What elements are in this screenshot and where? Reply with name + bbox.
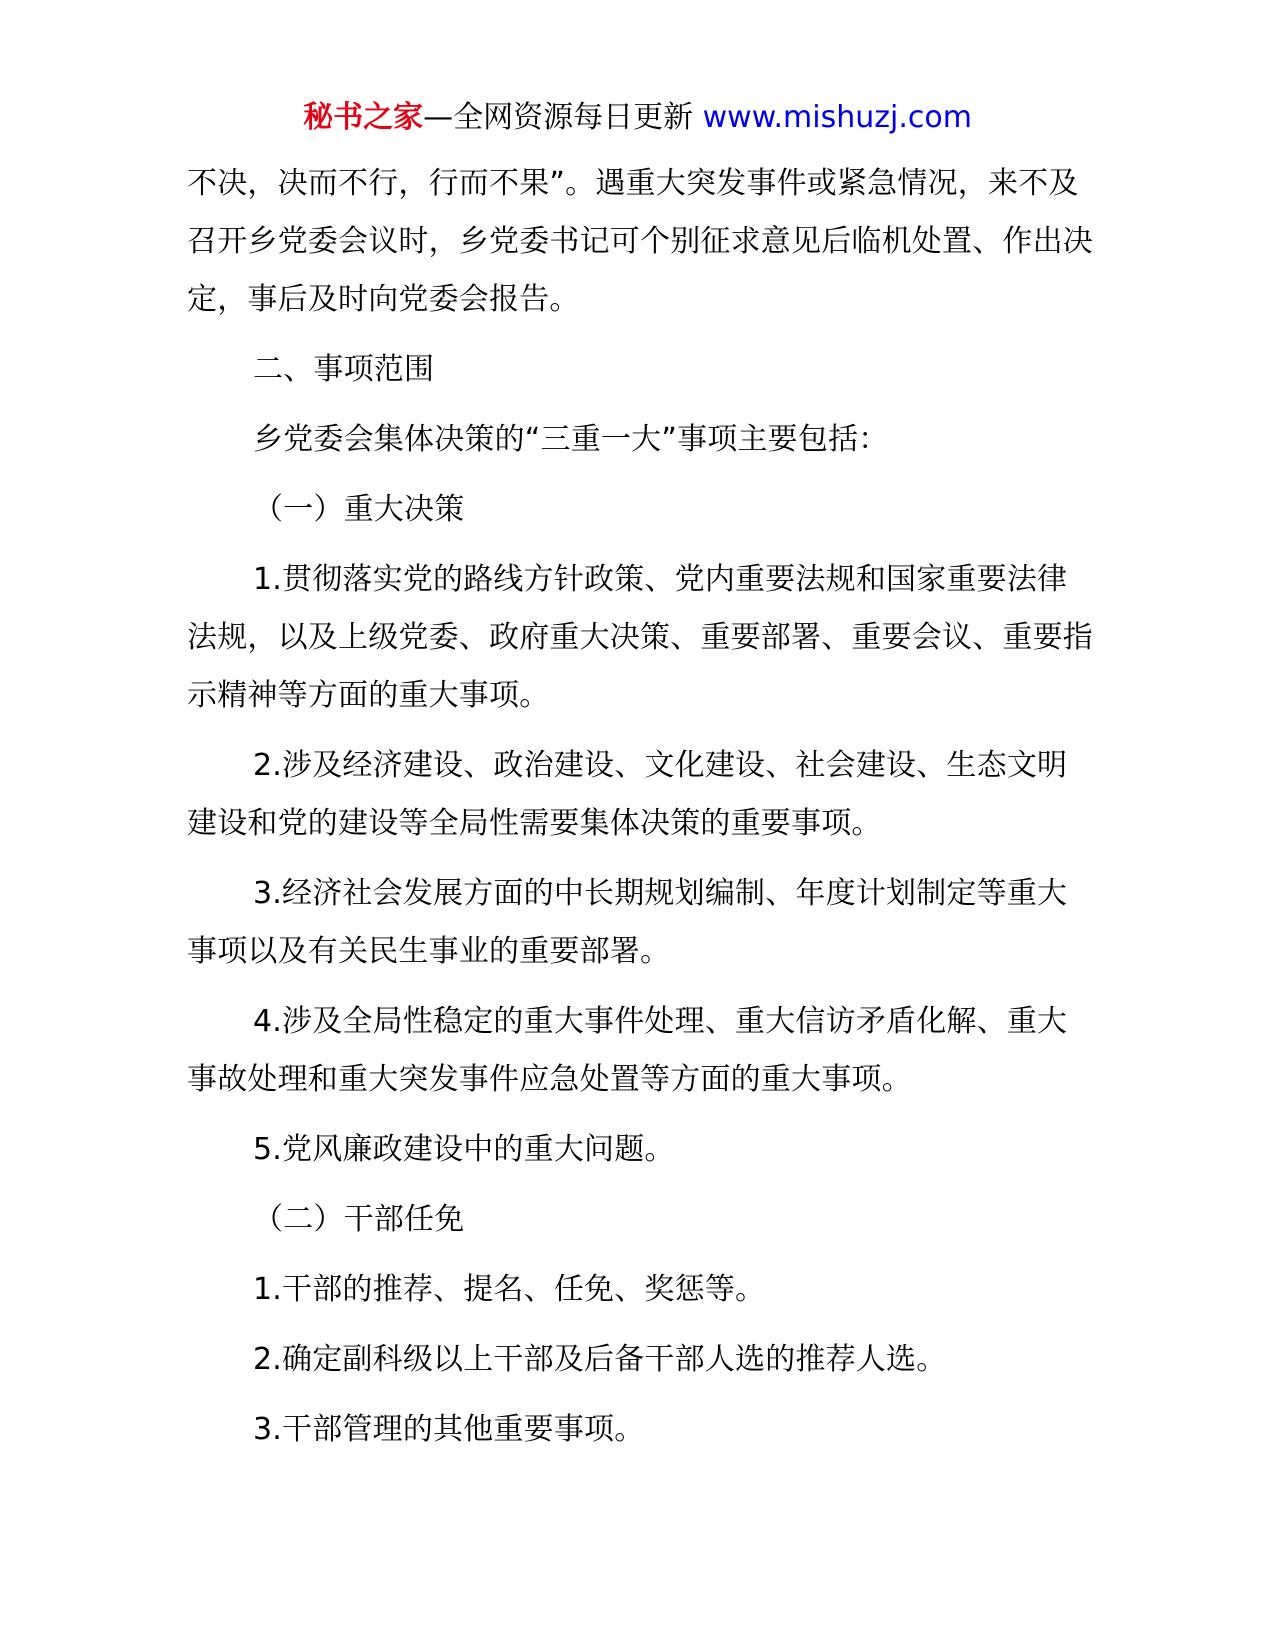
list-item: 2.涉及经济建设、政治建设、文化建设、社会建设、生态文明建设和党的建设等全局性需要集体决策的重要事项。: [187, 748, 1068, 841]
list-item: 4.涉及全局性稳定的重大事件处理、重大信访矛盾化解、重大事故处理和重大突发事件应急处置等方面的重大事项。: [187, 1004, 1068, 1097]
page-header: [0, 98, 1275, 138]
list-item: 2.确定副科级以上干部及后备干部人选的推荐人选。: [253, 1342, 947, 1377]
header-brand: 秘书之家: [303, 100, 424, 135]
section-heading: 二、事项范围: [253, 352, 435, 387]
paragraph: 乡党委会集体决策的“三重一大”事项主要包括：: [253, 422, 889, 457]
document-body: [187, 155, 1097, 1471]
header-tagline: —全网资源每日更新: [423, 100, 703, 135]
list-item: 3.经济社会发展方面的中长期规划编制、年度计划制定等重大事项以及有关民生事业的重要部署。: [187, 876, 1068, 969]
list-item: 5.党风廉政建设中的重大问题。: [253, 1132, 675, 1167]
list-item: 1.干部的推荐、提名、任免、奖惩等。: [253, 1272, 766, 1307]
subsection-heading: （二）干部任免: [253, 1202, 465, 1237]
paragraph-continued: 不决，决而不行，行而不果”。遇重大突发事件或紧急情况，来不及召开乡党委会议时，乡党委书记可个别征求意见后临机处置、作出决定，事后及时向党委会报告。: [187, 166, 1093, 317]
list-item: 1.贯彻落实党的路线方针政策、党内重要法规和国家重要法律法规，以及上级党委、政府重大决策、重要部署、重要会议、重要指示精神等方面的重大事项。: [187, 562, 1093, 713]
header-site-link[interactable]: www.mishuzj.com: [702, 100, 972, 135]
subsection-heading: （一）重大决策: [253, 492, 465, 527]
list-item: 3.干部管理的其他重要事项。: [253, 1412, 645, 1447]
